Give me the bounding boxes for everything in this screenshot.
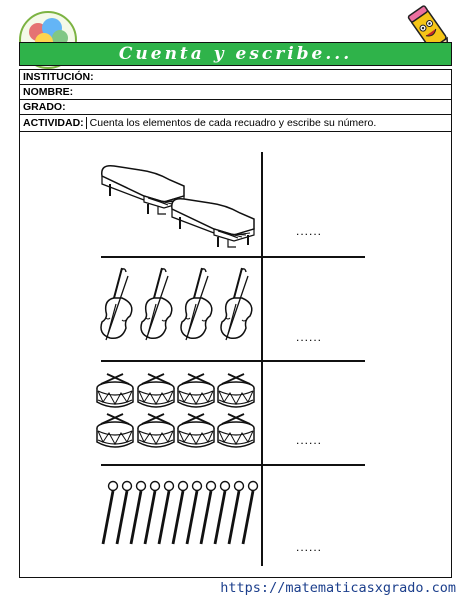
answer-blank-piano[interactable]: ...... [296,224,323,238]
drum-icon [178,374,214,407]
mallet-icon [215,482,230,545]
piano-group [102,166,254,247]
answer-blank-mallet[interactable]: ...... [296,540,323,554]
drum-icon [138,374,174,407]
violin-group [101,268,252,340]
institution-label: INSTITUCIÓN: [23,71,94,83]
mallet-icon [201,482,216,545]
violin-icon [101,268,132,340]
mallet-icon [159,482,174,545]
footer-url[interactable] [0,580,474,596]
violin-icon [141,268,172,340]
mallet-icon [145,482,160,545]
answer-blank-drum[interactable]: ...... [296,433,323,447]
drum-icon [218,414,254,447]
drum-icon [218,374,254,407]
drum-icon [138,414,174,447]
page-title: Cuenta y escribe... [118,44,353,64]
violin-icon [181,268,212,340]
drum-icon [178,414,214,447]
grade-label: GRADO: [23,101,66,113]
mallet-icon [117,482,132,545]
mallet-icon [229,482,244,545]
mallet-icon [243,482,258,545]
drum-icon [97,414,133,447]
activity-label: ACTIVIDAD: [23,117,87,129]
drum-group [97,374,254,447]
mallet-icon [131,482,146,545]
mallet-icon [187,482,202,545]
mallet-icon [173,482,188,545]
footer-link[interactable]: https://matematicasxgrado.com [220,580,456,596]
name-label: NOMBRE: [23,86,74,98]
activity-text: Cuenta los elementos de cada recuadro y escribe su número. [89,117,377,129]
answer-blank-violin[interactable]: ...... [296,330,323,344]
violin-icon [221,268,252,340]
mallet-icon [103,482,118,545]
mallet-group [103,482,258,545]
drum-icon [97,374,133,407]
grand-piano-icon [172,199,254,247]
